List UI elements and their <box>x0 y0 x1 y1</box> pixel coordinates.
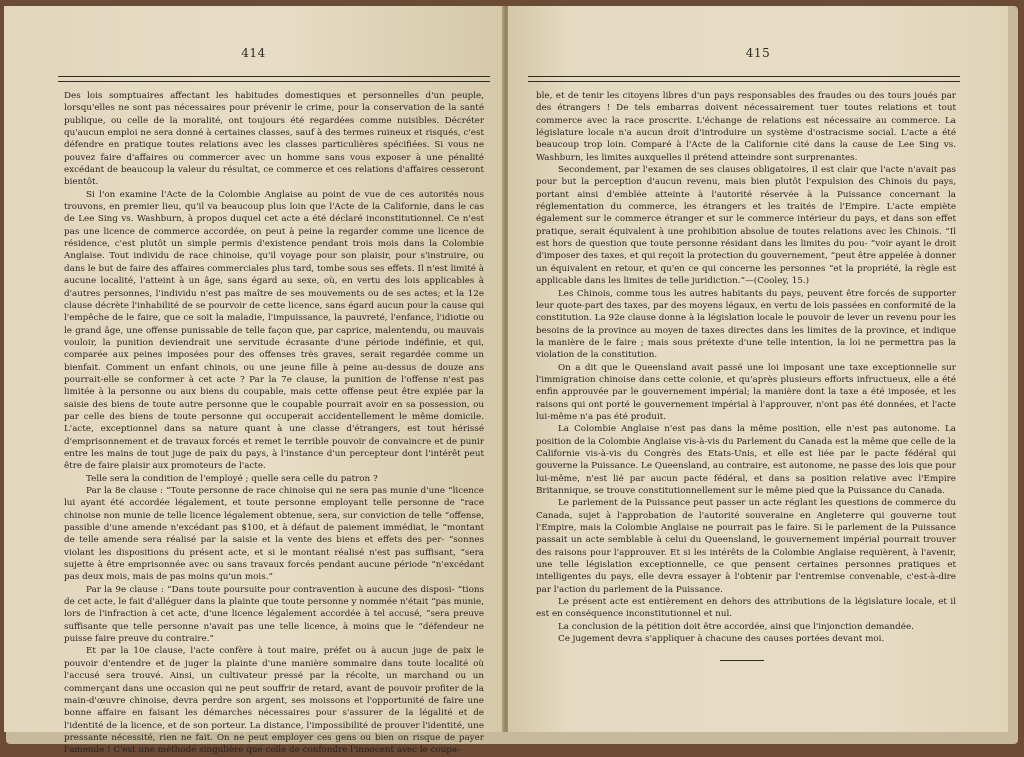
paragraph: Et par la 10e clause, l'acte confère à tout maire, préfet ou à aucun juge de paix le pouvoir d'entendre et de juger la plainte d'une manière sommaire dans toute localité où l'accusé sera trouvé. Ainsi, un cultivateur pressé par la récolte, un marchand ou un commerçant dans une occasion qui ne peut souffrir de retard, avant de pouvoir profiter de la main-d'œuvre chinoise, devra perdre son argent, ses moissons et l'opportunité de faire une bonne affaire en faisant les démarches nécessaires pour s'assurer de la légalité et de l'identité de la licence, et de son porteur. La distance, l'impossibilité de prouver l'identité, une pressante nécessité, rien ne fait. On ne peut employer ces gens ou bien on risque de payer l'amende ! C'est une méthode singulière que celle de confondre l'innocent avec le coupa- <box>64 646 484 756</box>
paragraph: La conclusion de la pétition doit être accordée, ainsi que l'injonction demandée. <box>558 621 914 632</box>
paragraph: Secondement, par l'examen de ses clauses obligatoires, il est clair que l'acte n'avait pas pour but la perception d'aucun revenu, mais bien plutôt l'expulsion des Chinois du pays, portant ainsi d'emblée atteinte à l'autorité réservée à la Puissance concernant la réglementation du commerce, les étrangers et les traités de l'Empire. L'acte empiète également sur le commerce étranger et sur le commerce intérieur du pays, et dans son effet pratique, serait équivalent à une prohibition absolue de toutes relations avec les Chinois. “Il est hors de question que toute personne résidant dans les limites du pou- “voir ayant le droit d'imposer des taxes, et qui reçoit la protection du gouvernement, “peut être appelée à donner un équivalent en retour, et qu'en ce qui concerne les personnes “et la propriété, la règle est applicable dans les limites de telle juridiction.”—(Cooley, 15.) <box>536 165 956 287</box>
paragraph: Telle sera la condition de l'employé ; quelle sera celle du patron ? <box>86 473 378 484</box>
paragraph: Le présent acte est entièrement en dehors des attributions de la législature locale, et il est en conséquence inconstitutionnel et nul. <box>536 597 956 620</box>
body-text <box>536 90 956 645</box>
paragraph: Par la 9e clause : “Dans toute poursuite pour contravention à aucune des disposi- “tions de cet acte, le fait d'alléguer dans la plainte que toute personne y nommée n'était “pas munie, lors de l'infraction à cet acte, d'une licence légalement accordée à tel accusé, “sera preuve suffisante que telle personne n'avait pas une telle licence, à moins que le “défendeur ne puisse faire preuve du contraire.” <box>64 584 484 645</box>
paragraph: La Colombie Anglaise n'est pas dans la même position, elle n'est pas autonome. La position de la Colombie Anglaise vis-à-vis du Parlement du Canada est la même que celle de la Californie vis-à-vis du Congrès des Etats-Unis, et elle est liée par le pacte fédéral qui gouverne la Puissance. Le Queensland, au contraire, est autonome, ne passe des lois que pour lui-même, n'est lié par aucun pacte fédéral, et dans sa position relative avec l'Empire Britannique, se trouve constitutionnellement sur le même pied que la Puissance du Canada. <box>536 424 956 496</box>
paragraph: Par la 8e clause : “Toute personne de race chinoise qui ne sera pas munie d'une “licence lui ayant été accordée légalement, et toute personne employant telle personne de “race chinoise non munie de telle licence légalement obtenue, sera, sur conviction de telle “offense, passible d'une amende n'excédant pas $100, et à défaut de paiement immédiat, le “montant de telle amende sera réalisé par la saisie et la vente des biens et effets des per- “sonnes violant les dispositions du présent acte, et si le montant réalisé n'est pas suffisant, “sera sujette à être emprisonnée avec ou sans travaux forcés pendant aucune période “n'excédant pas deux mois, mais de pas moins qu'un mois.” <box>64 486 484 583</box>
paragraph: Des lois somptuaires affectant les habitudes domestiques et personnelles d'un peuple, lorsqu'elles ne sont pas nécessaires pour prévenir le crime, pour la conservation de la santé publique, ou celle de la moralité, ont toujours été regardées comme nuisibles. Décréter qu'aucun emploi ne sera donné à certaines classes, sauf à des termes ruineux et risqués, c'est défendre en pratique toutes relations avec les classes particulières spécifiées. Si vous ne pouvez faire d'affaires ou commercer avec un homme sans vous exposer à une pénalité excédant de beaucoup la valeur du résultat, ce commerce et ces relations d'affaires cesseront bientôt. <box>64 91 484 188</box>
page-number: 414 <box>241 46 266 60</box>
paragraph: ble, et de tenir les citoyens libres d'un pays responsables des fraudes ou des tours joués par des étrangers ! De tels embarras doivent nécessairement tuer toutes relations et tout commerce avec la race proscrite. L'échange de relations est nécessaire au commerce. La législature locale n'a aucun droit d'introduire un système d'ostracisme social. L'acte a été beaucoup trop loin. Comparé à l'Acte de la Californie cité dans la cause de Lee Sing vs. Washburn, les limites auxquelles il prétend atteindre sont surprenantes. <box>536 91 956 163</box>
paragraph: Le parlement de la Puissance peut passer un acte réglant les questions de commerce du Canada, sujet à l'approbation de l'autorité souveraine en Angleterre qui gouverne tout l'Empire, mais la Colombie Anglaise ne pourrait pas le faire. Si le parlement de la Puissance passait un acte semblable à celui du Queensland, le gouvernement impérial pourrait trouver des raisons pour l'approuver. Et si les intérêts de la Colombie Anglaise requièrent, à l'avenir, une telle législation exceptionnelle, ce que pensent certaines personnes pratiques et intelligentes du pays, elle devra essayer à l'obtenir par l'entremise convenable, c'est-à-dire par l'action du parlement de la Puissance. <box>536 498 956 595</box>
paragraph: On a dit que le Queensland avait passé une loi imposant une taxe exceptionnelle sur l'immigration chinoise dans cette colonie, et qu'après plusieurs efforts infructueux, elle a été enfin approuvée par le gouvernement impérial; la manière dont la taxe a été imposée, et les raisons qui ont porté le gouvernement impérial à l'approuver, n'ont pas été données, et l'acte lui-même n'a pas été produit. <box>536 362 956 422</box>
body-text <box>64 90 484 757</box>
header-rule <box>58 76 490 82</box>
page-number: 415 <box>745 46 771 60</box>
paragraph: Ce jugement devra s'appliquer à chacune des causes portées devant moi. <box>558 634 885 645</box>
end-rule <box>720 660 764 661</box>
left-page <box>4 6 504 756</box>
paragraph: Si l'on examine l'Acte de la Colombie Anglaise au point de vue de ces autorités nous trouvons, en premier lieu, qu'il va beaucoup plus loin que l'Acte de la Californie, dans le cas de Lee Sing vs. Washburn, à propos duquel cet acte a été déclaré inconstitutionnel. Ce n'est pas une licence de commerce accordée, on peut à peine la regarder comme une licence de résidence, c'est plutôt un simple permis d'existence pendant trois mois dans la Colombie Anglaise. Tout individu de race chinoise, qu'il voyage pour son plaisir, pour s'instruire, ou dans le but de faire des affaires commerciales plus tard, tombe sous ses effets. Il n'est limité à aucune localité, l'atteint à un âge, sans égard au sexe, où, en vertu des lois applicables à d'autres personnes, l'individu n'est pas maître de ses mouvements ou de ses actes; et la 12e clause décrète l'inhabilité de se pourvoir de cette licence, sans égard aucun pour la cause qui l'empêche de le faire, que ce soit la maladie, l'impuissance, la pauvreté, l'enfance, l'idiotie ou le grand âge, une offense punissable de telle façon que, par caprice, malentendu, ou mauvais vouloir, la punition deviendrait une servitude écrasante d'une période indéfinie, et qui, comparée aux peines imposées pour des offenses très graves, serait regardée comme un bienfait. Comment un enfant chinois, ou une jeune fille à peine au-dessus de douze ans pourrait-elle se conformer à cet acte ? Par la 7e clause, la punition de l'offense n'est pas limitée à la personne ou aux biens du coupable, mais cette offense peut être expiée par la saisie des biens de toute autre personne que le coupable pourrait avoir en sa possession, ou par celle des biens de toute personne qui occuperait accidentellement le même domicile. L'acte, exceptionnel dans sa nature quant à une classe d'étrangers, est tout hérissé d'emprisonnement et de travaux forcés et remet le terrible pouvoir de convaincre et de punir entre les mains de tout juge de paix du pays, à l'instance d'un percepteur dont l'intérêt peut être de faire plaisir aux promoteurs de l'acte. <box>64 189 484 472</box>
header-rule <box>528 76 960 82</box>
right-page <box>508 6 1008 732</box>
paragraph: Les Chinois, comme tous les autres habitants du pays, peuvent être forcés de supporter leur quote-part des taxes, par des moyens légaux, en vertu de lois passées en conformité de la constitution. La 92e clause donne à la législation locale le pouvoir de lever un revenu pour les besoins de la province au moyen de taxes directes dans les limites de la province, et indique la manière de le faire ; mais sous prétexte d'une telle intention, la loi ne permettra pas la violation de la constitution. <box>536 288 956 361</box>
